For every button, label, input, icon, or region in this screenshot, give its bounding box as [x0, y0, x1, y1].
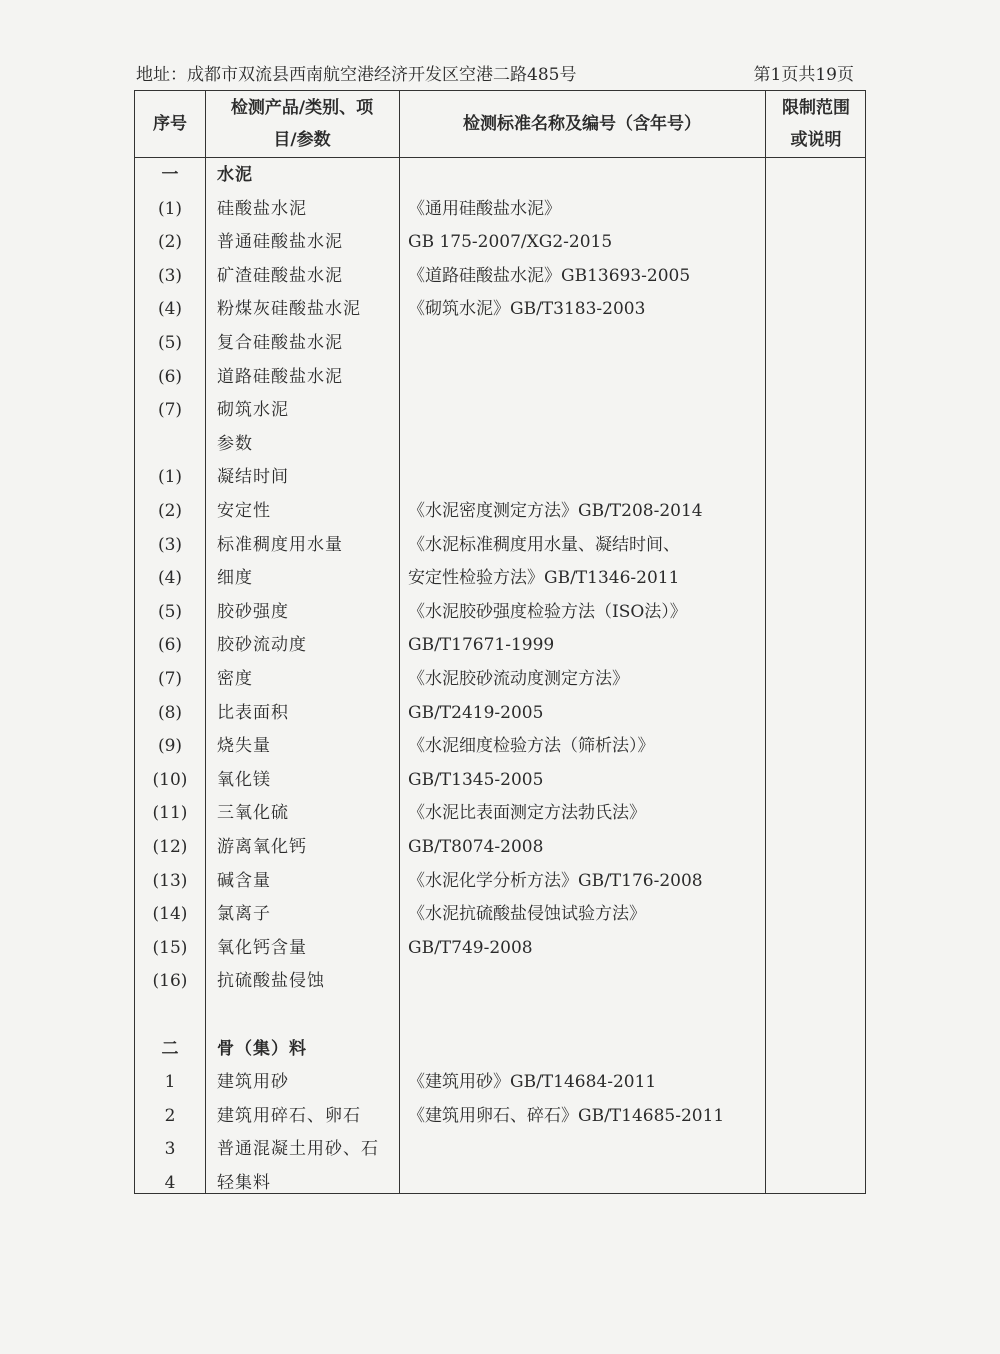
row-number: (1)	[157, 198, 183, 219]
row-item: 碱含量	[217, 870, 271, 891]
scope-table	[134, 90, 866, 1194]
row-item: 比表面积	[217, 702, 289, 723]
row-number: (2)	[157, 501, 183, 521]
row-number: (15)	[152, 937, 188, 958]
row-standard: 《通用硅酸盐水泥》	[408, 198, 561, 219]
row-item: 抗硫酸盐侵蚀	[217, 971, 325, 992]
row-number: (6)	[157, 635, 183, 656]
row-number: (14)	[152, 904, 188, 925]
row-item: 矿渣硅酸盐水泥	[217, 265, 343, 286]
table-row	[135, 361, 865, 395]
header-standard: 检测标准名称及编号（含年号）	[463, 114, 701, 134]
row-standard: 《水泥细度检验方法（筛析法）》	[408, 736, 655, 757]
row-standard: 安定性检验方法》GB/T1346-2011	[408, 568, 680, 589]
row-standard: GB/T8074-2008	[408, 837, 544, 857]
row-item: 氧化镁	[217, 769, 271, 790]
row-number: (13)	[152, 870, 188, 891]
table-row	[135, 529, 865, 563]
table-row	[135, 999, 865, 1033]
row-number: (7)	[157, 400, 183, 421]
table-row	[135, 965, 865, 999]
page-number: 第1页共19页	[753, 65, 854, 85]
row-item: 建筑用砂	[217, 1072, 289, 1093]
row-item: 参数	[217, 433, 253, 454]
row-standard: GB/T749-2008	[408, 937, 533, 958]
row-number: 4	[164, 1173, 176, 1193]
table-row	[135, 629, 865, 663]
row-item: 粉煤灰硅酸盐水泥	[217, 299, 361, 320]
table-row	[135, 1133, 865, 1167]
row-standard: GB 175-2007/XG2-2015	[408, 232, 613, 253]
row-item: 骨（集）料	[217, 1038, 307, 1059]
table-row	[135, 1066, 865, 1100]
table-row	[135, 730, 865, 764]
row-number: (16)	[152, 971, 188, 992]
table-row	[135, 327, 865, 361]
row-number: (7)	[157, 669, 183, 689]
table-row	[135, 428, 865, 462]
row-item: 胶砂强度	[217, 601, 289, 622]
row-number: 二	[161, 1038, 179, 1059]
row-number: 1	[164, 1072, 176, 1093]
table-row	[135, 495, 865, 529]
table-row	[135, 1100, 865, 1134]
row-item: 安定性	[217, 501, 271, 521]
row-item: 氧化钙含量	[217, 937, 307, 958]
row-number: (9)	[157, 736, 183, 757]
page-header	[136, 62, 854, 88]
row-item: 细度	[217, 568, 253, 589]
row-number: (3)	[157, 534, 183, 555]
row-number: (5)	[157, 333, 183, 353]
table-row	[135, 193, 865, 227]
row-number: (10)	[152, 769, 188, 790]
row-item: 三氧化硫	[217, 803, 289, 824]
row-standard: 《水泥比表面测定方法勃氏法》	[408, 803, 646, 824]
table-row	[135, 461, 865, 495]
row-standard: 《砌筑水泥》GB/T3183-2003	[408, 299, 646, 320]
row-number: (6)	[157, 366, 183, 387]
row-item: 普通混凝土用砂、石	[217, 1139, 379, 1160]
table-row	[135, 226, 865, 260]
row-item: 道路硅酸盐水泥	[217, 366, 343, 387]
table-row	[135, 260, 865, 294]
table-row	[135, 865, 865, 899]
row-number: 3	[164, 1139, 176, 1160]
table-row	[135, 159, 865, 193]
table-row	[135, 394, 865, 428]
row-number: (4)	[157, 568, 183, 589]
row-item: 凝结时间	[217, 467, 289, 488]
table-row	[135, 764, 865, 798]
table-row	[135, 797, 865, 831]
row-number: (11)	[152, 803, 188, 824]
header-divider	[135, 157, 865, 158]
row-standard: 《水泥胶砂强度检验方法（ISO法）》	[408, 601, 687, 622]
row-number: (5)	[157, 601, 183, 622]
row-item: 胶砂流动度	[217, 635, 307, 656]
row-standard: GB/T2419-2005	[408, 702, 544, 723]
address-text: 地址：成都市双流县西南航空港经济开发区空港二路485号	[136, 65, 577, 85]
row-item: 水泥	[217, 165, 253, 185]
row-standard: 《建筑用砂》GB/T14684-2011	[408, 1072, 657, 1093]
row-standard: 《道路硅酸盐水泥》GB13693-2005	[408, 265, 691, 286]
table-row	[135, 562, 865, 596]
row-number: (8)	[157, 702, 183, 723]
row-item: 轻集料	[217, 1173, 271, 1193]
table-row	[135, 831, 865, 865]
row-item: 烧失量	[217, 736, 271, 757]
row-number: (4)	[157, 299, 183, 320]
row-item: 砌筑水泥	[217, 400, 289, 421]
table-row	[135, 1033, 865, 1067]
row-item: 标准稠度用水量	[217, 534, 343, 555]
row-number: 一	[161, 165, 179, 185]
row-standard: 《水泥化学分析方法》GB/T176-2008	[408, 870, 703, 891]
header-no: 序号	[153, 114, 187, 134]
table-row	[135, 596, 865, 630]
row-standard: 《建筑用卵石、碎石》GB/T14685-2011	[408, 1105, 725, 1126]
row-item: 氯离子	[217, 904, 271, 925]
row-item: 硅酸盐水泥	[217, 198, 307, 219]
row-item: 复合硅酸盐水泥	[217, 333, 343, 353]
table-row	[135, 932, 865, 966]
row-number: (1)	[157, 467, 183, 488]
row-standard: 《水泥密度测定方法》GB/T208-2014	[408, 501, 703, 521]
row-number: (3)	[157, 265, 183, 286]
row-number: (12)	[152, 837, 188, 857]
row-standard: 《水泥抗硫酸盐侵蚀试验方法》	[408, 904, 646, 925]
row-item: 建筑用碎石、卵石	[217, 1105, 361, 1126]
table-row	[135, 663, 865, 697]
row-standard: GB/T17671-1999	[408, 635, 555, 656]
row-item: 游离氧化钙	[217, 837, 307, 857]
row-standard: GB/T1345-2005	[408, 769, 544, 790]
row-number: 2	[164, 1105, 176, 1126]
header-item: 检测产品/类别、项 目/参数	[230, 98, 374, 150]
row-item: 密度	[217, 669, 253, 689]
row-item: 普通硅酸盐水泥	[217, 232, 343, 253]
table-row	[135, 697, 865, 731]
row-standard: 《水泥标准稠度用水量、凝结时间、	[408, 534, 680, 555]
row-number: (2)	[157, 232, 183, 253]
table-row	[135, 293, 865, 327]
table-row	[135, 1167, 865, 1201]
table-row	[135, 898, 865, 932]
header-scope: 限制范围 或说明	[782, 98, 850, 150]
row-standard: 《水泥胶砂流动度测定方法》	[408, 669, 629, 689]
